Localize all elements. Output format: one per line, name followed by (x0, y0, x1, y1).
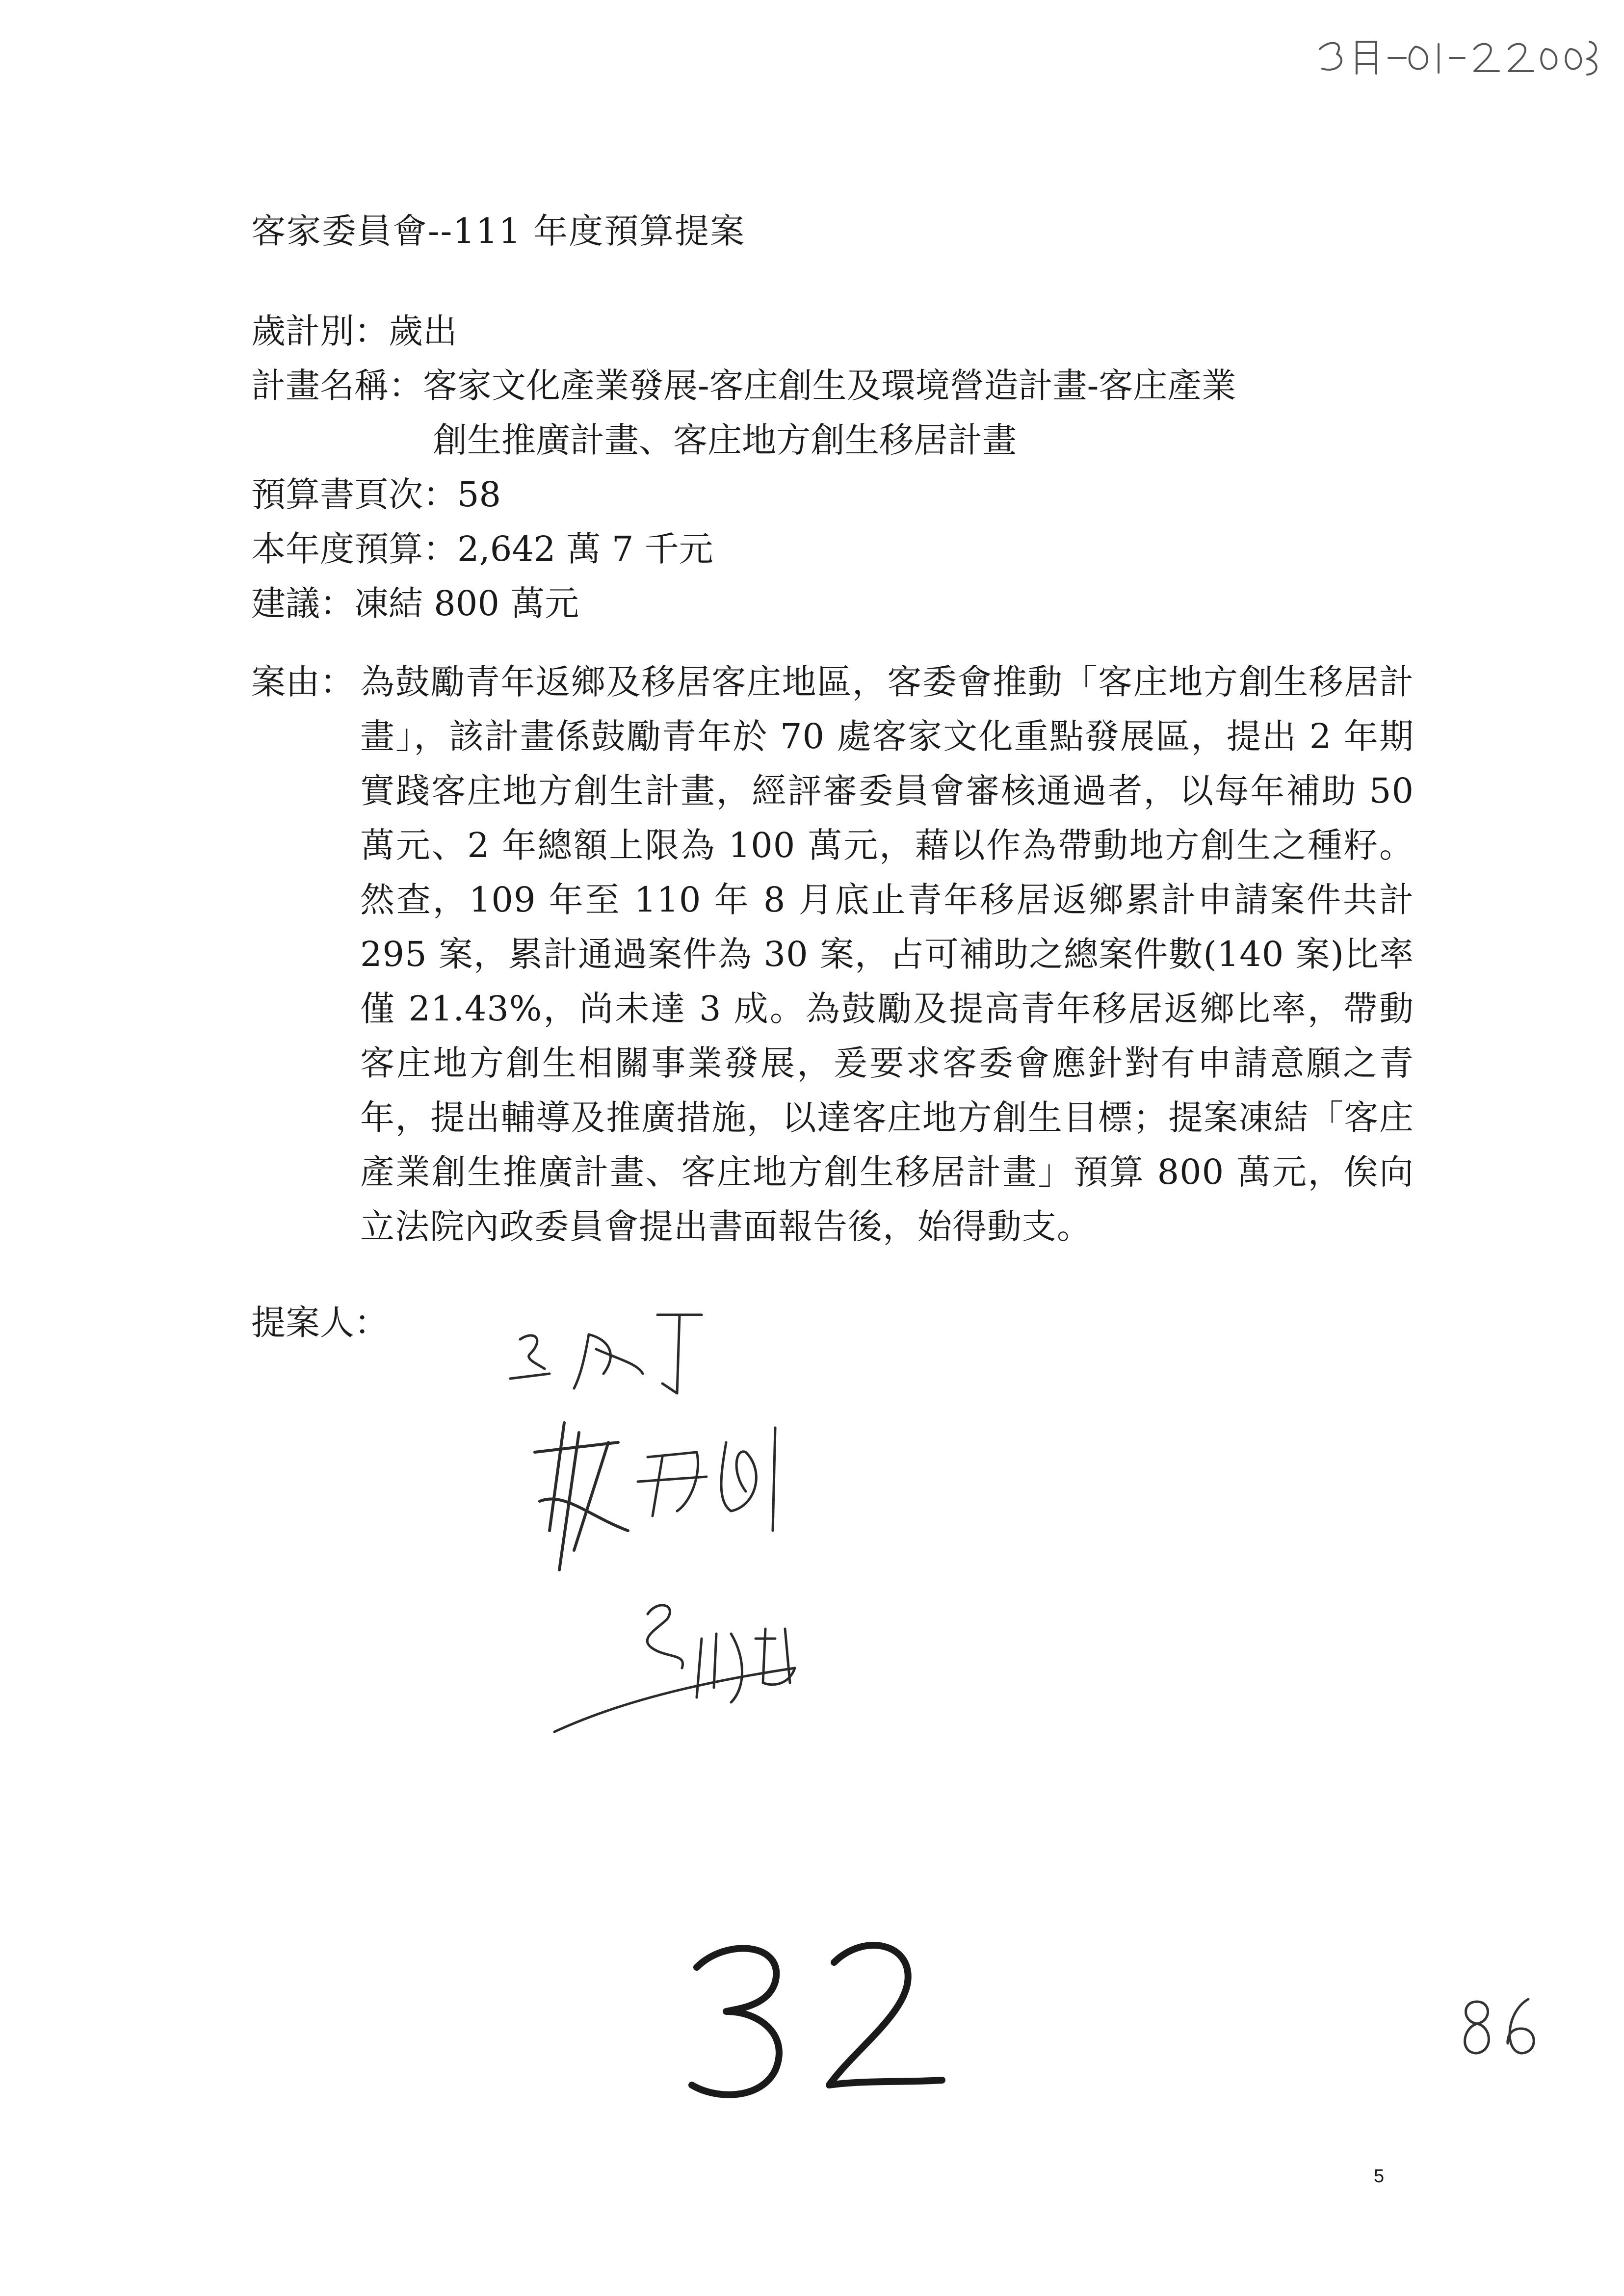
handwritten-date-note (1310, 20, 1604, 88)
proposal-meta (251, 304, 1236, 631)
handwritten-signatures (491, 1295, 932, 1766)
category-line: 歲計別：歲出 (251, 311, 457, 351)
plan-name-line-2: 創生推廣計畫、客庄地方創生移居計畫 (433, 420, 1017, 460)
annual-budget-line: 本年度預算：2,642 萬 7 千元 (251, 529, 713, 569)
plan-name-line-1: 計畫名稱：客家文化產業發展-客庄創生及環境營造計畫-客庄產業 (251, 365, 1236, 406)
suggestion-line: 建議：凍結 800 萬元 (251, 583, 579, 624)
proposer-label: 提案人： (251, 1303, 389, 1343)
budget-page-line: 預算書頁次：58 (251, 474, 501, 515)
reason-section (251, 655, 1414, 1254)
handwritten-page-number (677, 1923, 952, 2119)
handwritten-note-number (1442, 1987, 1550, 2065)
document-title: 客家委員會--111 年度預算提案 (251, 211, 746, 251)
page-number: 5 (1374, 2166, 1385, 2187)
reason-text: 為鼓勵青年返鄉及移居客庄地區，客委會推動「客庄地方創生移居計畫」，該計畫係鼓勵青年於 70 處客家文化重點發展區，提出 2 年期實踐客庄地方創生計畫，經評審委員會審核通過者，以每年補助 50 萬元、2 年總額上限為 100 萬元，藉以作為帶動地方創生之種籽。然查，109 年至 110 年 8 月底止青年移居返鄉累計申請案件共計 295 案，累計通過案件為 30 案，占可補助之總案件數(140 案)比率僅 21.43%，尚未達 3 成。為鼓勵及提高青年移居返鄉比率，帶動客庄地方創生相關事業發展，爰要求客委會應針對有申請意願之青年，提出輔導及推廣措施，以達客庄地方創生目標；提案凍結「客庄產業創生推廣計畫、客庄地方創生移居計畫」預算 800 萬元，俟向立法院內政委員會提出書面報告後，始得動支。 (360, 662, 1414, 1247)
reason-label: 案由： (251, 662, 354, 702)
